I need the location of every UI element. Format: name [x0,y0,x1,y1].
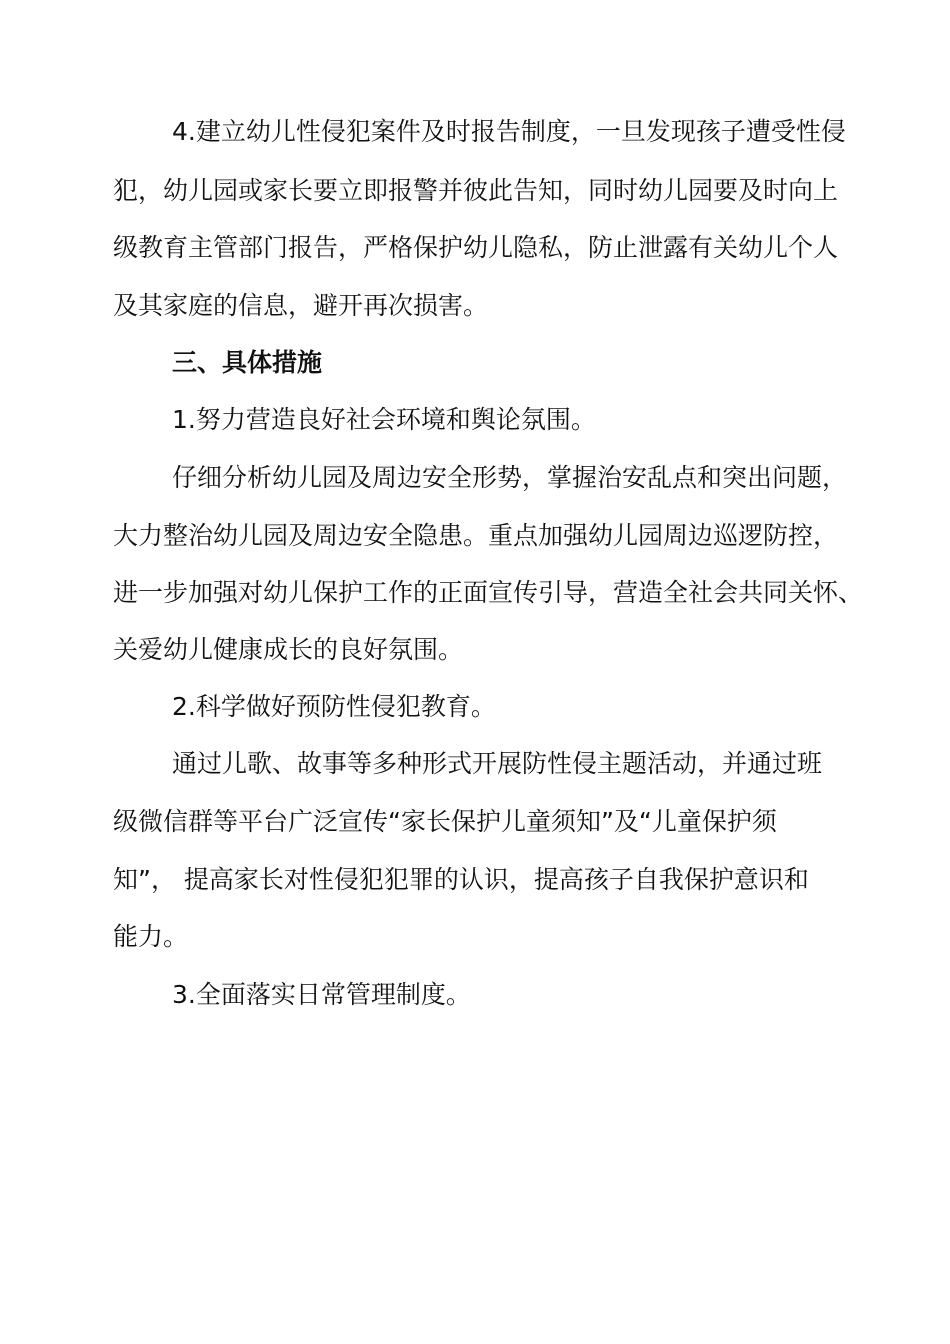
measure-2-line-1: 通过儿歌、故事等多种形式开展防性侵主题活动，并通过班 [172,749,823,778]
measure-2-line-4: 能力。 [113,922,189,951]
para4-line-4: 及其家庭的信息，避开再次损害。 [113,291,489,320]
section-3-heading: 三、具体措施 [172,348,323,377]
measure-1-line-4: 关爱幼儿健康成长的良好氛围。 [113,635,464,664]
measure-2-line-3: 知”， 提高家长对性侵犯犯罪的认识，提高孩子自我保护意识和 [113,865,809,894]
measure-1-title: 1.努力营造良好社会环境和舆论氛围。 [172,405,596,434]
para4-line-3: 级教育主管部门报告，严格保护幼儿隐私，防止泄露有关幼儿个人 [113,233,839,262]
measure-3-title: 3.全面落实日常管理制度。 [172,980,471,1009]
para4-line-1: 4.建立幼儿性侵犯案件及时报告制度，一旦发现孩子遭受性侵 [172,117,846,146]
measure-1-line-2: 大力整治幼儿园及周边安全隐患。重点加强幼儿园周边巡逻防控， [113,521,839,550]
measure-2-title: 2.科学做好预防性侵犯教育。 [172,692,496,721]
measure-1-line-1: 仔细分析幼儿园及周边安全形势，掌握治安乱点和突出问题， [172,463,848,492]
para4-line-2: 犯，幼儿园或家长要立即报警并彼此告知，同时幼儿园要及时向上 [113,176,839,205]
measure-2-line-2: 级微信群等平台广泛宣传“家长保护儿童须知”及“儿童保护须 [113,807,777,836]
measure-1-line-3: 进一步加强对幼儿保护工作的正面宣传引导，营造全社会共同关怀、 [113,578,864,607]
